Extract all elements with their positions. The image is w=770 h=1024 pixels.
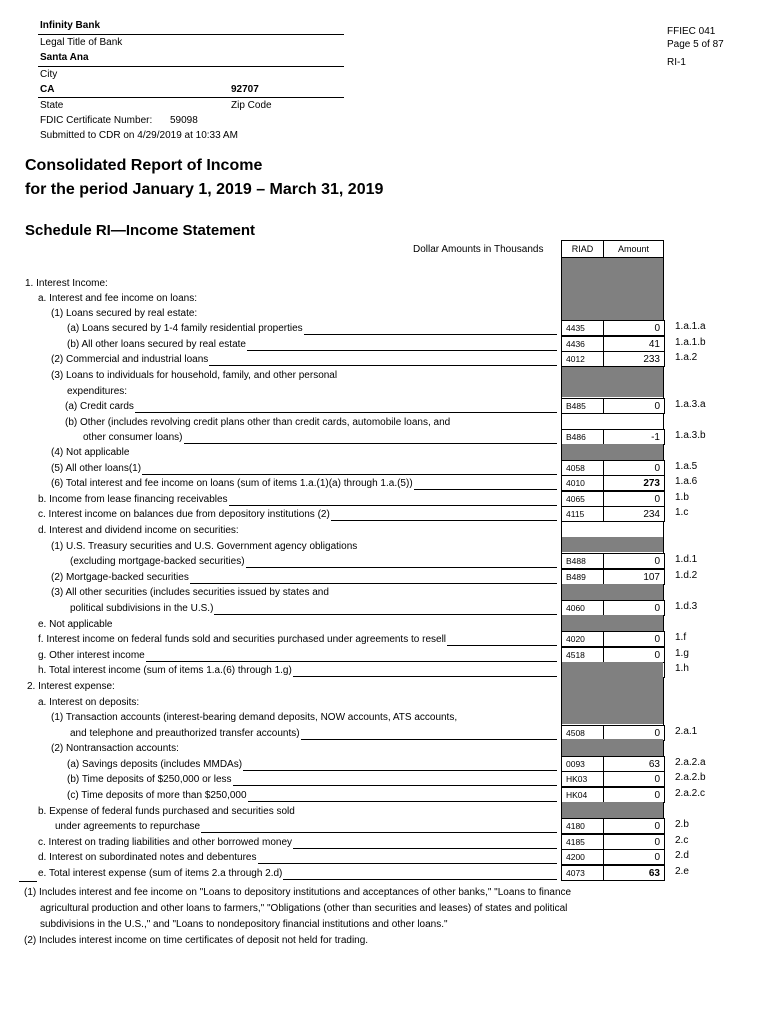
shaded-cell (562, 739, 663, 756)
amount-cell[interactable] (603, 756, 665, 772)
footnote-1-line-3: subdivisions in the U.S.," and "Loans to nondepository financial institutions and other loans." (40, 919, 448, 930)
riad-code-cell (561, 460, 604, 476)
line-reference: 1.a.1.b (675, 337, 706, 348)
line-item-label: 1. Interest Income: (25, 278, 108, 289)
line-reference: 1.d.2 (675, 570, 698, 581)
line-reference: 2.a.2.a (675, 757, 706, 768)
riad-code: B489 (566, 572, 586, 582)
line-item-label: (4) Not applicable (51, 447, 130, 458)
leader-line (283, 879, 557, 880)
riad-code: 4518 (566, 650, 585, 660)
line-item-label: (2) Commercial and industrial loans (51, 354, 209, 365)
riad-code-cell (561, 834, 604, 850)
units-label: Dollar Amounts in Thousands (413, 244, 544, 255)
line-item-label: c. Interest income on balances due from depository institutions (2) (38, 509, 330, 520)
riad-code: B485 (566, 401, 586, 411)
riad-code-cell (561, 600, 604, 616)
riad-code: 4058 (566, 463, 585, 473)
riad-code: 4180 (566, 821, 585, 831)
line-item-label: g. Other interest income (38, 650, 145, 661)
line-item-label: (6) Total interest and fee income on loans (sum of items 1.a.(1)(a) through 1.a.(5)) (51, 478, 413, 489)
amount-cell[interactable] (603, 865, 665, 881)
bank-name-label: Legal Title of Bank (40, 37, 123, 48)
riad-code-cell (561, 849, 604, 865)
leader-line (209, 365, 557, 366)
riad-code: 4200 (566, 852, 585, 862)
amount-value: 0 (654, 852, 660, 863)
line-item-label: a. Interest on deposits: (38, 697, 140, 708)
amount-cell[interactable] (603, 351, 665, 367)
line-item-label: other consumer loans) (83, 432, 183, 443)
line-item-label: (1) U.S. Treasury securities and U.S. Government agency obligations (51, 541, 358, 552)
amount-value: 0 (654, 603, 660, 614)
line-item-label: d. Interest on subordinated notes and debentures (38, 852, 257, 863)
amount-value: 41 (648, 339, 660, 350)
shaded-cell (562, 367, 663, 397)
line-reference: 2.a.2.b (675, 772, 706, 783)
line-item-label: (a) Savings deposits (includes MMDAs) (67, 759, 243, 770)
riad-code-cell (561, 569, 604, 585)
line-item-label: and telephone and preauthorized transfer accounts) (70, 728, 300, 739)
line-reference: 1.a.5 (675, 461, 698, 472)
form-id: FFIEC 041 (667, 26, 716, 37)
shaded-cell (562, 802, 663, 818)
amount-value: 0 (654, 837, 660, 848)
divider (38, 66, 344, 67)
line-item-label: (1) Loans secured by real estate: (51, 308, 198, 319)
line-reference: 1.d.1 (675, 554, 698, 565)
shaded-cell (562, 444, 663, 460)
line-reference: 1.a.3.b (675, 430, 706, 441)
state-value: CA (40, 84, 55, 95)
line-item-label: b. Income from lease financing receivables (38, 494, 228, 505)
leader-line (135, 412, 557, 413)
line-reference: 1.a.3.a (675, 399, 706, 410)
riad-code-cell (561, 647, 604, 663)
divider (38, 34, 344, 35)
line-item-label: a. Interest and fee income on loans: (38, 293, 197, 304)
line-reference: 1.a.6 (675, 476, 698, 487)
footnote-1-line-2: agricultural production and other loans to farmers," "Obligations (other than securities and leases) of states and political (40, 903, 568, 914)
riad-code-cell (561, 320, 604, 336)
leader-line (142, 474, 557, 475)
line-reference: 1.h (675, 663, 689, 674)
line-item-label: (a) Credit cards (65, 401, 134, 412)
amount-cell[interactable] (603, 600, 665, 616)
leader-line (201, 832, 557, 833)
amount-header: Amount (603, 240, 664, 258)
leader-line (190, 583, 557, 584)
riad-code: 4020 (566, 634, 585, 644)
amount-cell[interactable] (603, 320, 665, 336)
line-item-label: (2) Mortgage-backed securities (51, 572, 189, 583)
riad-code: 4508 (566, 728, 585, 738)
riad-code: 4010 (566, 478, 585, 488)
line-item-label: (3) Loans to individuals for household, family, and other personal (51, 370, 338, 381)
line-item-label: f. Interest income on federal funds sold and securities purchased under agreements to resell (38, 634, 447, 645)
riad-code: HK03 (566, 774, 588, 784)
amount-cell[interactable] (603, 647, 665, 663)
amount-cell[interactable] (603, 849, 665, 865)
line-item-label: (5) All other loans(1) (51, 463, 142, 474)
line-item-label: d. Interest and dividend income on securities: (38, 525, 239, 536)
amount-cell[interactable] (603, 569, 665, 585)
riad-code-cell (561, 336, 604, 352)
amount-value: 0 (654, 556, 660, 567)
line-reference: 2.c (675, 835, 689, 846)
riad-code-cell (561, 771, 604, 787)
riad-code: 4436 (566, 339, 585, 349)
riad-code-cell (561, 506, 604, 522)
amount-cell[interactable] (603, 771, 665, 787)
amount-cell[interactable] (603, 787, 665, 803)
page-number: Page 5 of 87 (667, 39, 724, 50)
amount-cell[interactable] (603, 834, 665, 850)
amount-value: -1 (651, 432, 660, 443)
riad-code-cell (561, 351, 604, 367)
leader-line (214, 614, 557, 615)
line-reference: 2.b (675, 819, 689, 830)
riad-code-cell (561, 429, 604, 445)
leader-line (184, 443, 557, 444)
leader-line (248, 801, 557, 802)
report-period: for the period January 1, 2019 – March 31, 2019 (25, 181, 384, 198)
amount-value: 63 (648, 759, 660, 770)
line-item-label: (excluding mortgage-backed securities) (70, 556, 245, 567)
line-item-label: under agreements to repurchase (55, 821, 201, 832)
zip-label: Zip Code (231, 100, 272, 111)
leader-line (233, 785, 557, 786)
line-item-label: political subdivisions in the U.S.) (70, 603, 214, 614)
leader-line (301, 739, 557, 740)
submitted-text: Submitted to CDR on 4/29/2019 at 10:33 AM (40, 130, 238, 141)
riad-code-cell (561, 818, 604, 834)
line-reference: 2.a.1 (675, 726, 698, 737)
zip-value: 92707 (231, 84, 259, 95)
leader-line (247, 350, 557, 351)
amount-value: 0 (654, 323, 660, 334)
leader-line (229, 505, 557, 506)
line-reference: 1.a.1.a (675, 321, 706, 332)
amount-value: 0 (654, 463, 660, 474)
amount-cell[interactable] (603, 506, 665, 522)
leader-line (146, 661, 557, 662)
line-item-label: (b) All other loans secured by real estate (67, 339, 246, 350)
leader-line (331, 520, 557, 521)
riad-code-cell (561, 787, 604, 803)
amount-value: 0 (654, 634, 660, 645)
line-reference: 1.a.2 (675, 352, 698, 363)
riad-code-cell (561, 865, 604, 881)
amount-cell[interactable] (603, 398, 665, 414)
schedule-title: Schedule RI—Income Statement (25, 222, 256, 239)
leader-line (304, 334, 557, 335)
line-item-label: (b) Other (includes revolving credit plans other than credit cards, automobile loans, and (65, 417, 451, 428)
shaded-cell (562, 615, 663, 631)
amount-value: 0 (654, 494, 660, 505)
amount-value: 0 (654, 790, 660, 801)
line-reference: 1.c (675, 507, 689, 518)
amount-cell[interactable] (603, 336, 665, 352)
fdic-value: 59098 (170, 115, 198, 126)
amount-value: 0 (654, 728, 660, 739)
riad-code-cell (561, 756, 604, 772)
leader-line (293, 676, 557, 677)
riad-code-cell (561, 491, 604, 507)
report-title: Consolidated Report of Income (25, 157, 263, 174)
leader-line (414, 489, 557, 490)
amount-value: 233 (643, 354, 660, 365)
riad-code-cell (561, 553, 604, 569)
line-reference: 1.f (675, 632, 687, 643)
footnote-2: (2) Includes interest income on time certificates of deposit not held for trading. (24, 935, 369, 946)
riad-code-cell (561, 398, 604, 414)
line-reference: 1.d.3 (675, 601, 698, 612)
riad-code: 4185 (566, 837, 585, 847)
amount-value: 0 (654, 774, 660, 785)
amount-value: 234 (643, 509, 660, 520)
line-item-label: (3) All other securities (includes securities issued by states and (51, 587, 329, 598)
riad-header: RIAD (561, 240, 604, 258)
amount-cell[interactable] (603, 631, 665, 647)
footnote-rule (19, 881, 37, 882)
fdic-label: FDIC Certificate Number: (40, 115, 153, 126)
amount-value: 63 (648, 868, 660, 879)
line-reference: 1.g (675, 648, 689, 659)
line-item-label: (a) Loans secured by 1-4 family residential properties (67, 323, 303, 334)
amount-cell[interactable] (603, 491, 665, 507)
leader-line (258, 863, 557, 864)
riad-code-cell (561, 631, 604, 647)
riad-code: B488 (566, 556, 586, 566)
amount-cell[interactable] (603, 818, 665, 834)
leader-line (293, 848, 557, 849)
bank-name: Infinity Bank (40, 20, 101, 31)
shaded-cell (562, 258, 663, 320)
riad-code: 4115 (566, 509, 585, 519)
line-reference: 2.e (675, 866, 689, 877)
shaded-cell (562, 584, 663, 600)
schedule-code: RI-1 (667, 57, 686, 68)
shaded-cell (562, 537, 663, 552)
city-value: Santa Ana (40, 52, 89, 63)
line-reference: 2.a.2.c (675, 788, 706, 799)
riad-code-cell (561, 475, 604, 491)
amount-cell[interactable] (603, 460, 665, 476)
line-item-label: 2. Interest expense: (27, 681, 115, 692)
riad-code: HK04 (566, 790, 588, 800)
riad-code: 4435 (566, 323, 585, 333)
line-item-label: (2) Nontransaction accounts: (51, 743, 179, 754)
line-item-label: b. Expense of federal funds purchased and securities sold (38, 806, 295, 817)
line-item-label: expenditures: (67, 386, 128, 397)
shaded-cell (562, 662, 663, 724)
riad-code: 4012 (566, 354, 585, 364)
line-item-label: e. Not applicable (38, 619, 113, 630)
amount-cell[interactable] (603, 553, 665, 569)
leader-line (246, 567, 557, 568)
riad-code: 4073 (566, 868, 585, 878)
riad-code: B486 (566, 432, 586, 442)
riad-code: 4060 (566, 603, 585, 613)
line-item-label: (b) Time deposits of $250,000 or less (67, 774, 232, 785)
line-item-label: (c) Time deposits of more than $250,000 (67, 790, 247, 801)
line-item-label: (1) Transaction accounts (interest-bearing demand deposits, NOW accounts, ATS accounts, (51, 712, 458, 723)
divider (38, 97, 344, 98)
amount-cell[interactable] (603, 429, 665, 445)
line-item-label: c. Interest on trading liabilities and other borrowed money (38, 837, 293, 848)
riad-code: 4065 (566, 494, 585, 504)
line-item-label: e. Total interest expense (sum of items 2.a through 2.d) (38, 868, 283, 879)
city-label: City (40, 69, 58, 80)
line-reference: 1.b (675, 492, 689, 503)
state-label: State (40, 100, 64, 111)
amount-value: 0 (654, 821, 660, 832)
line-item-label: h. Total interest income (sum of items 1.a.(6) through 1.g) (38, 665, 292, 676)
leader-line (447, 645, 557, 646)
amount-cell[interactable] (603, 475, 665, 491)
riad-code: 0093 (566, 759, 585, 769)
footnote-1-line-1: (1) Includes interest and fee income on "Loans to depository institutions and acceptances of other banks," "Loans to finance (24, 887, 572, 898)
line-reference: 2.d (675, 850, 689, 861)
amount-value: 0 (654, 650, 660, 661)
amount-value: 0 (654, 401, 660, 412)
amount-value: 273 (643, 478, 660, 489)
amount-value: 107 (643, 572, 660, 583)
leader-line (243, 770, 557, 771)
